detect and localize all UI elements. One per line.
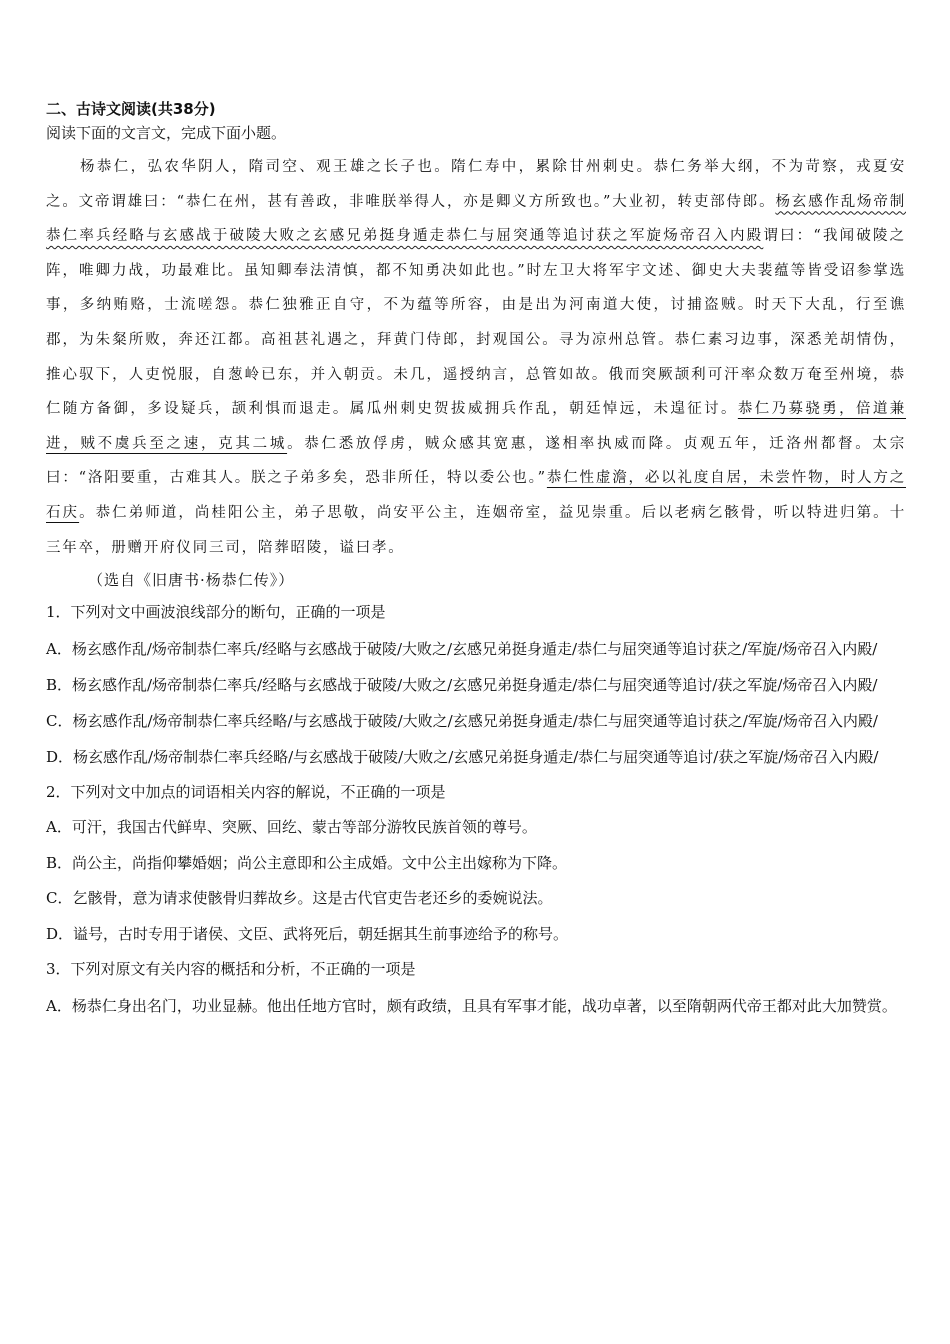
- question-stem: 3．下列对原文有关内容的概括和分析，不正确的一项是: [46, 960, 416, 979]
- passage-text: 。恭仁悉放俘虏，贼众感其宽惠，遂相率执威而降。贞观五年，迁洛州都督。太宗曰：“洛阳要重，古难其人。朕之子弟多矣，恐非所任，特以委公也。”: [46, 435, 907, 487]
- underlined-sentence: 恭仁性虚澹，必以礼度自居，未尝忤物，时人方之石庆: [46, 470, 906, 521]
- classical-passage: [46, 150, 906, 565]
- answer-option: D．谥号，古时专用于诸侯、文臣、武将死后，朝廷据其生前事迹给予的称号。: [46, 924, 569, 943]
- answer-option: C．乞骸骨，意为请求使骸骨归葬故乡。这是古代官吏告老还乡的委婉说法。: [46, 889, 553, 908]
- answer-option: B．杨玄感作乱/炀帝制恭仁率兵/经略与玄感战于破陵/大败之/玄感兄弟挺身遁走/恭仁与屈突通等追讨/获之军旋/炀帝召入内殿/: [46, 675, 878, 694]
- answer-option: A．杨玄感作乱/炀帝制恭仁率兵/经略与玄感战于破陵/大败之/玄感兄弟挺身遁走/恭仁与屈突通等追讨获之/军旋/炀帝召入内殿/: [46, 639, 878, 658]
- source-citation: （选自《旧唐书·杨恭仁传》）: [88, 571, 295, 590]
- underlined-sentence: 恭仁乃募骁勇，倍道兼进，贼不虞兵至之速，克其二城: [46, 401, 907, 452]
- answer-option: A．可汗，我国古代鲜卑、突厥、回纥、蒙古等部分游牧民族首领的尊号。: [46, 818, 537, 837]
- document-body: [46, 98, 906, 1024]
- instruction: 阅读下面的文言文，完成下面小题。: [46, 124, 287, 142]
- question-stem: 2．下列对文中加点的词语相关内容的解说，不正确的一项是: [46, 782, 446, 801]
- passage-text: 。恭仁弟师道，尚桂阳公主，弟子思敬，尚安平公主，连姻帝室，益见崇重。后以老病乞骸骨，听以特进归第。十三年卒，册赠开府仪同三司，陪葬昭陵，谥曰孝。: [46, 504, 906, 556]
- question-stem: 1．下列对文中画波浪线部分的断句，正确的一项是: [46, 603, 386, 622]
- wavy-underlined-text: 杨玄感作乱炀帝制恭仁率兵经略与玄感战于破陵大败之玄感兄弟挺身遁走恭仁与屈突通等追讨获之军旋炀帝召入内殿: [46, 193, 906, 245]
- answer-option: C．杨玄感作乱/炀帝制恭仁率兵经略/与玄感战于破陵/大败之/玄感兄弟挺身遁走/恭仁与屈突通等追讨获之/军旋/炀帝召入内殿/: [46, 711, 878, 730]
- answer-option: B．尚公主，尚指仰攀婚姻；尚公主意即和公主成婚。文中公主出嫁称为下降。: [46, 853, 568, 872]
- section-heading: 二、古诗文阅读(共38分): [46, 100, 216, 118]
- answer-option: D．杨玄感作乱/炀帝制恭仁率兵经略/与玄感战于破陵/大败之/玄感兄弟挺身遁走/恭仁与屈突通等追讨/获之军旋/炀帝召入内殿/: [46, 747, 879, 766]
- answer-option: A．杨恭仁身出名门，功业显赫。他出任地方官时，颇有政绩，且具有军事才能，战功卓著，以至隋朝两代帝王都对此大加赞赏。: [46, 996, 897, 1015]
- passage-text: 杨恭仁，弘农华阴人，隋司空、观王雄之长子也。隋仁寿中，累除甘州刺史。恭仁务举大纲，不为苛察，戎夏安之。文帝谓雄曰：“恭仁在州，甚有善政，非唯朕举得人，亦是卿义方所致也。”大业初，转吏部侍郎。: [46, 159, 906, 210]
- passage-text: 谓曰：“我闻破陵之阵，唯卿力战，功最难比。虽知卿奉法清慎，都不知勇决如此也。”时左卫大将军宇文述、御史大夫裴蕴等皆受诏参掌选事，多纳贿赂，士流嗟怨。恭仁独雅正自守，不为蕴等所容，由是出为河南道大使，讨捕盗贼。时天下大乱，行至谯郡，为朱粲所败，奔还江都。高祖甚礼遇之，拜黄门侍郎，封观国公。寻为凉州总管。恭仁素习边事，深悉羌胡情伪，推心驭下，人吏悦服，自葱岭已东，并入朝贡。未几，遥授纳言，总管如故。俄而突厥颉利可汗率众数万奄至州境，恭仁随方备御，多设疑兵，颉利惧而退走。属瓜州刺史贺拔威拥兵作乱，朝廷悼远，未遑征讨。: [46, 228, 906, 418]
